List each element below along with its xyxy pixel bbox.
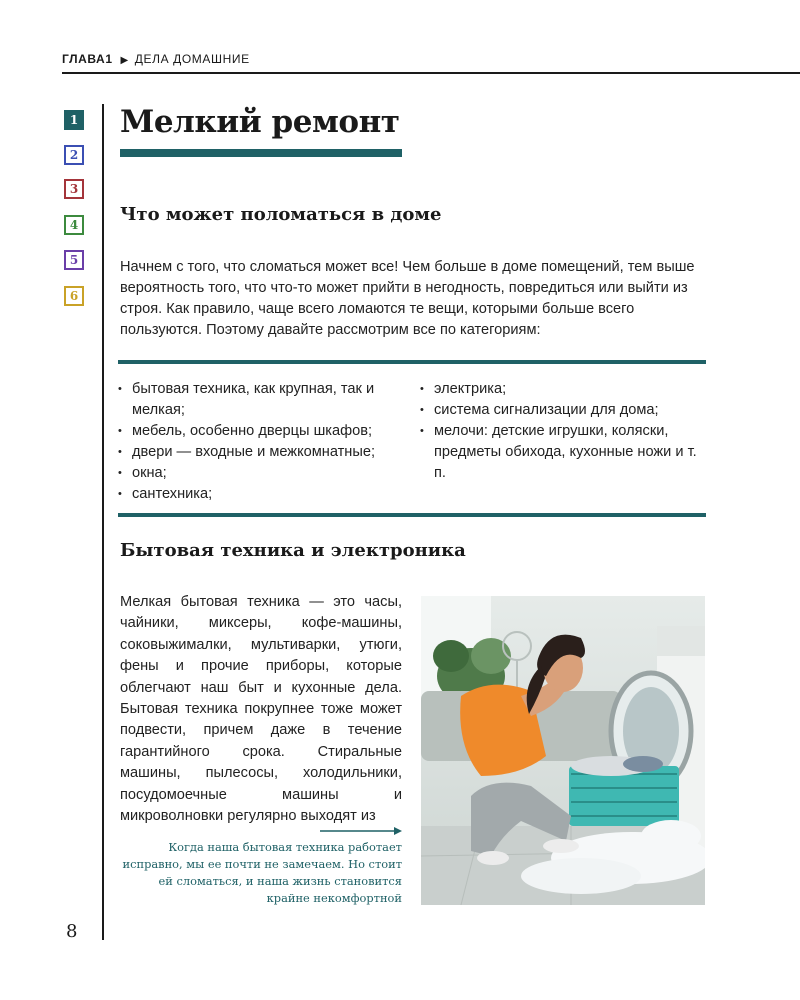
list-item: • бытовая техника, как крупная, так и мелкая; [118, 379, 408, 421]
list-item: • двери — входные и межкомнатные; [118, 442, 408, 463]
list-bottom-rule [118, 513, 706, 517]
section-heading-breakage: Что может поломаться в доме [120, 204, 442, 225]
list-top-rule [118, 360, 706, 364]
nav-item-2[interactable]: 2 [64, 145, 84, 165]
nav-item-5[interactable]: 5 [64, 250, 84, 270]
list-item: • сантехника; [118, 484, 408, 505]
chapter-label: ГЛАВА1 [62, 52, 113, 66]
page-number: 8 [66, 921, 78, 942]
photo-caption: Когда наша бытовая техника работает исправно, мы ее почти не замечаем. Но стоит ей сломаться, и наша жизнь становится крайне некомфортной [122, 840, 402, 905]
title-underline [120, 149, 402, 157]
triangle-right-icon: ▶ [120, 55, 129, 66]
nav-item-1[interactable]: 1 [64, 110, 84, 130]
categories-list-right [420, 379, 705, 484]
list-item: • мелочи: детские игрушки, коляски, предметы обихода, кухонные ножи и т. п. [420, 421, 705, 484]
nav-divider [102, 104, 104, 940]
page-title: Мелкий ремонт [120, 104, 400, 140]
categories-list-left [118, 379, 408, 505]
appliances-paragraph: Мелкая бытовая техника — это часы, чайники, миксеры, кофе-машины, соковыжималки, мультиварки, утюги, фены и прочие приборы, которые облегчают наш быт и кухонные дела. Бытовая техника покрупнее тоже может подвести, причем даже в течение гарантийного срока. Стиральные машины, пылесосы, холодильники, посудомоечные машины и микроволновки регулярно выходят из [120, 594, 402, 825]
arrow-right-icon [320, 825, 402, 837]
section-heading-appliances: Бытовая техника и электроника [120, 540, 466, 561]
nav-item-6[interactable]: 6 [64, 286, 84, 306]
list-item: • мебель, особенно дверцы шкафов; [118, 421, 408, 442]
list-item: • электрика; [420, 379, 705, 400]
section-label: ДЕЛА ДОМАШНИЕ [134, 52, 250, 66]
list-item: • окна; [118, 463, 408, 484]
washing-machine-photo [421, 596, 705, 905]
intro-paragraph: Начнем с того, что сломаться может все! Чем больше в доме помещений, тем выше вероятность того, что что-то может прийти в негодность, повредиться или выйти из строя. Как правило, чаще всего ломаются те вещи, которыми больше всего пользуются. Поэтому давайте рассмотрим все по категориям: [120, 259, 695, 338]
list-item: • система сигнализации для дома; [420, 400, 705, 421]
nav-item-3[interactable]: 3 [64, 179, 84, 199]
header-divider [62, 72, 800, 74]
running-header [62, 52, 800, 70]
nav-item-4[interactable]: 4 [64, 215, 84, 235]
